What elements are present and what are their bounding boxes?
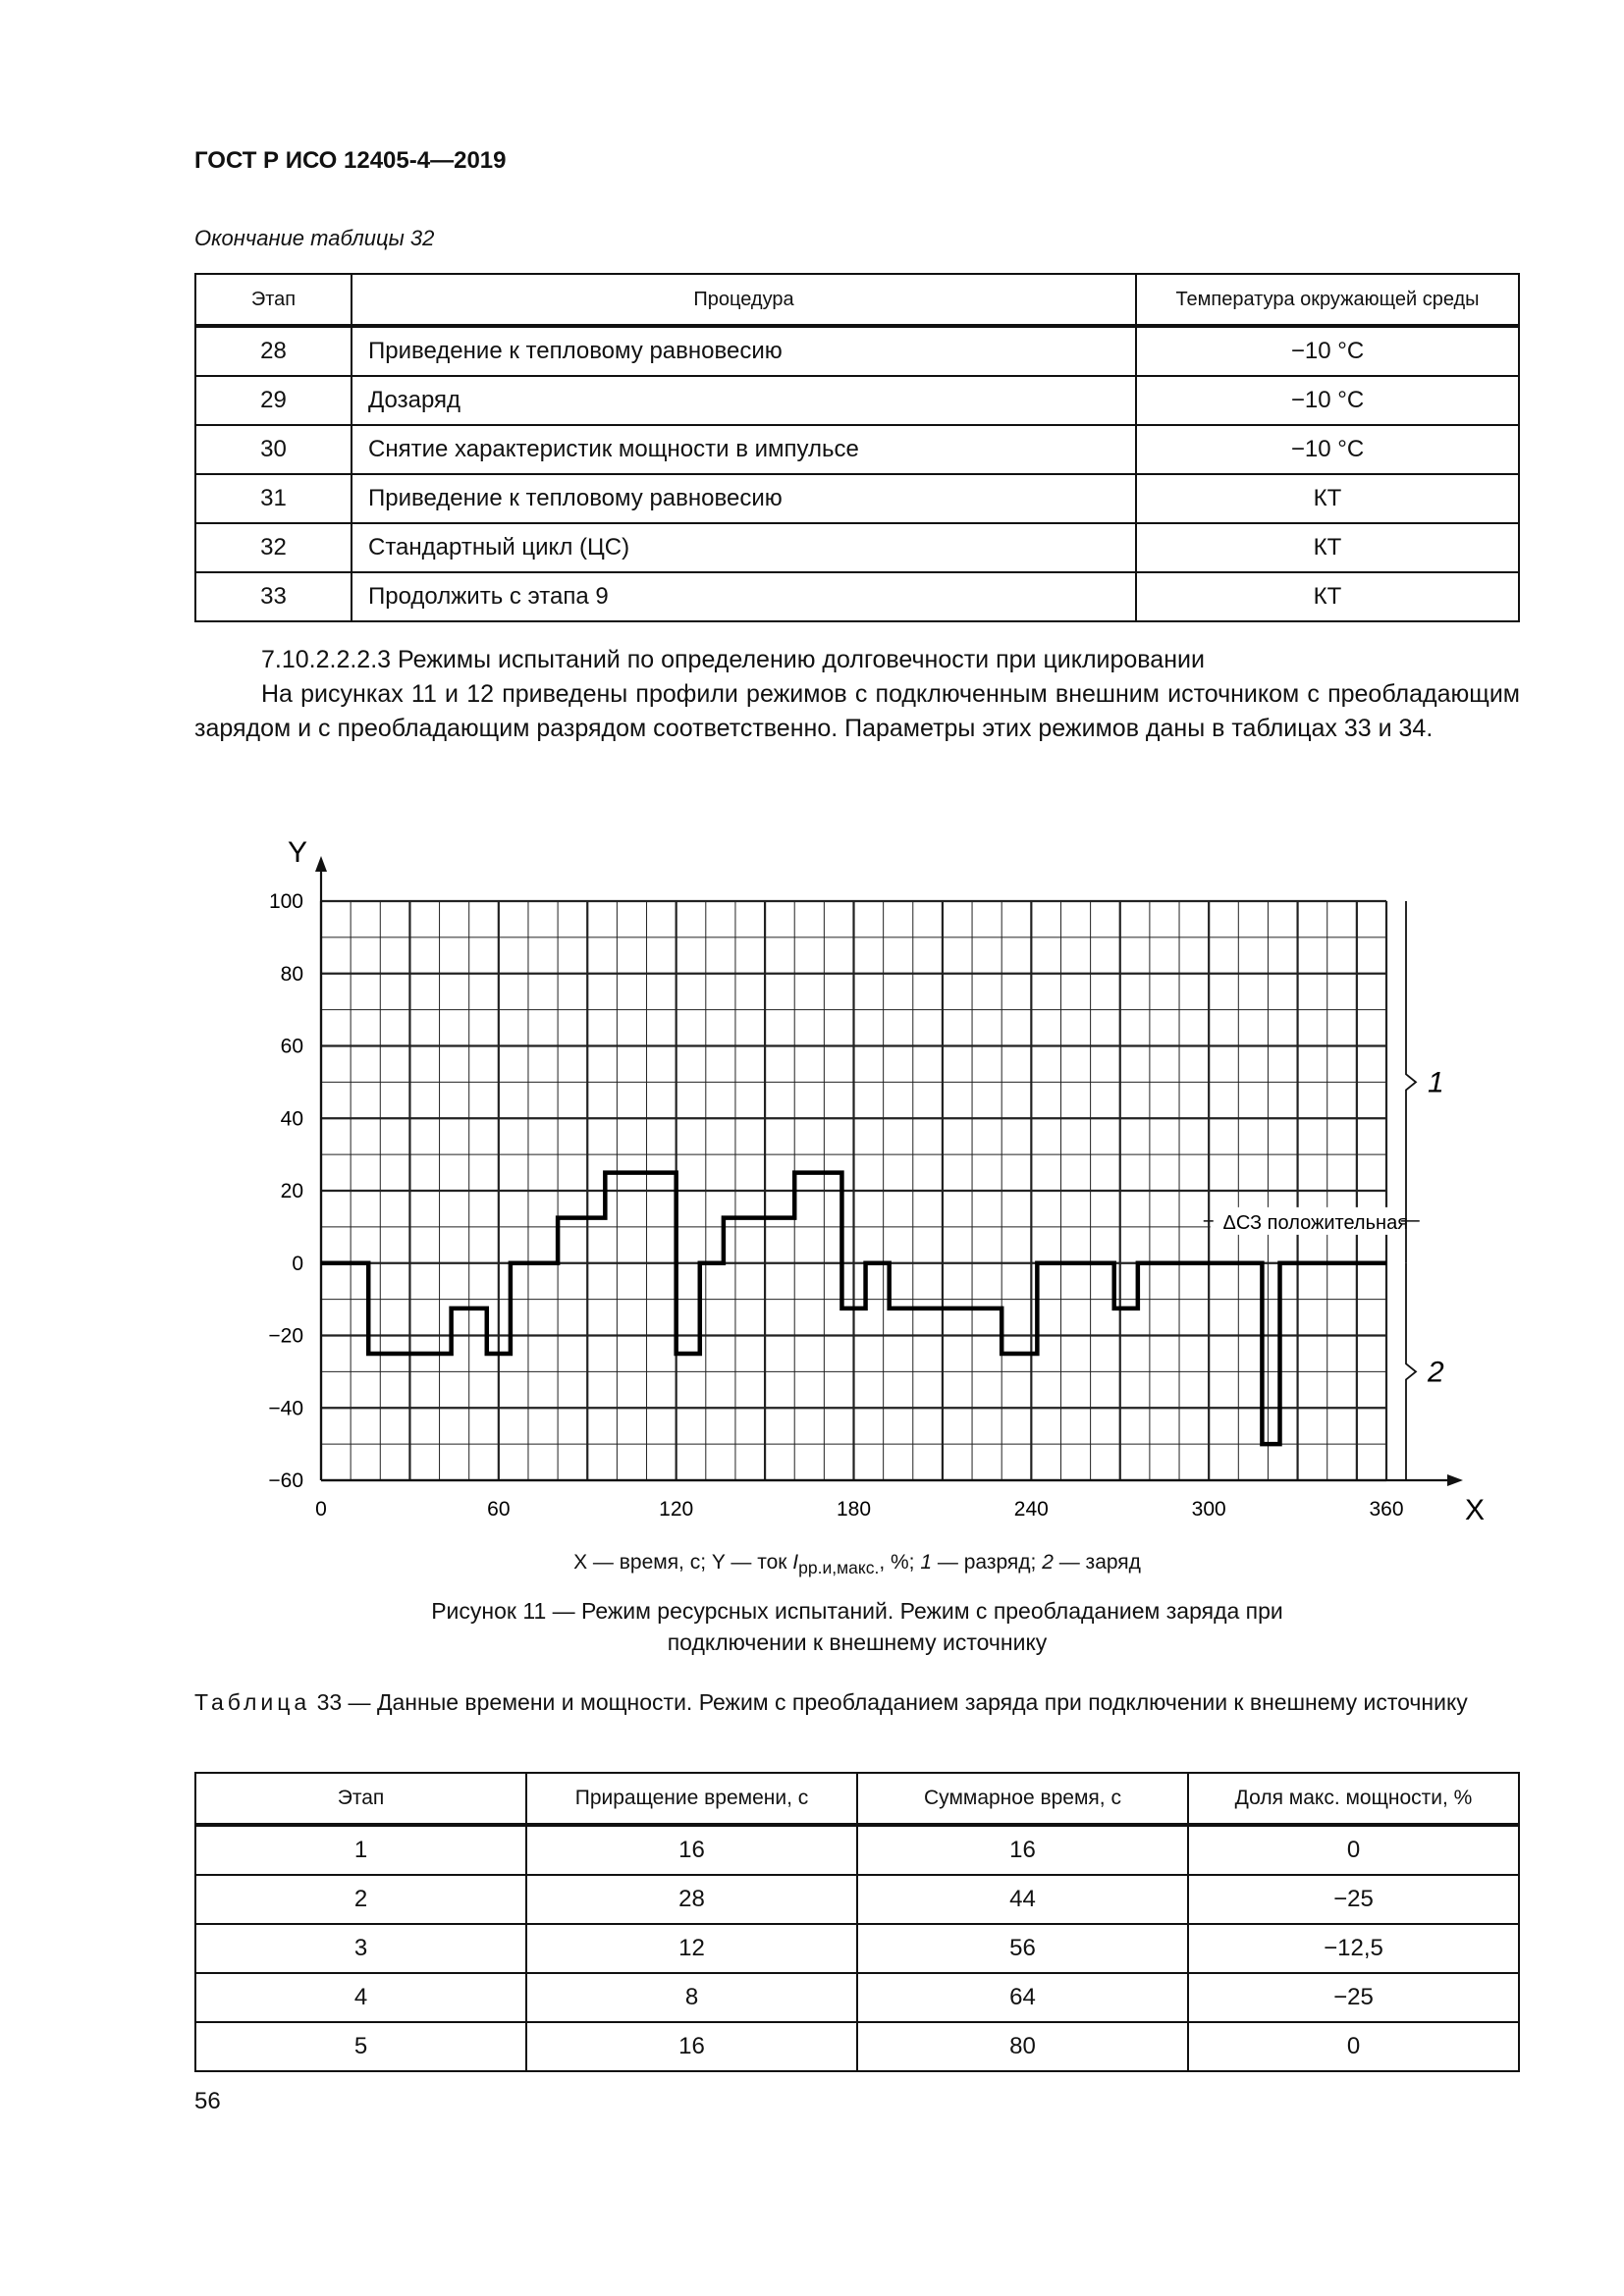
y-tick-label: 0 xyxy=(292,1252,303,1275)
table-row xyxy=(195,523,1519,572)
table-32-caption: Окончание таблицы 32 xyxy=(194,226,435,250)
legend-text-1: — разряд; xyxy=(932,1551,1043,1574)
figure-caption: Рисунок 11 — Режим ресурсных испытаний. Режим с преобладанием заряда при подключении к внешнему источнику xyxy=(431,1598,1283,1655)
table-cell: 16 xyxy=(526,2022,857,2071)
table-row xyxy=(195,572,1519,621)
table-cell: 28 xyxy=(526,1875,857,1924)
table-33-caption xyxy=(194,1686,1520,1718)
table-cell: КТ xyxy=(1136,572,1519,621)
table-cell: 30 xyxy=(195,425,352,474)
y-axis-label: Y xyxy=(288,836,308,869)
table-cell: 56 xyxy=(857,1924,1188,1973)
y-tick-label: 100 xyxy=(268,890,303,913)
table-caption-text: 33 — Данные времени и мощности. Режим с преобладанием заряда при подключении к внешнему источнику xyxy=(310,1689,1468,1715)
column-header: Суммарное время, с xyxy=(857,1773,1188,1825)
table-32 xyxy=(194,273,1520,622)
table-cell: КТ xyxy=(1136,523,1519,572)
x-tick-label: 0 xyxy=(315,1498,327,1521)
bracket-label-2: 2 xyxy=(1428,1356,1444,1389)
table-cell: Снятие характеристик мощности в импульсе xyxy=(352,425,1136,474)
x-tick-label: 180 xyxy=(836,1498,872,1521)
table-cell: 12 xyxy=(526,1924,857,1973)
column-header: Доля макс. мощности, % xyxy=(1188,1773,1519,1825)
table-row xyxy=(195,425,1519,474)
table-cell: Приведение к тепловому равновесию xyxy=(352,326,1136,376)
legend-current-subscript: рр.и,макс. xyxy=(798,1558,880,1578)
y-tick-label: −20 xyxy=(268,1324,303,1348)
table-row xyxy=(195,1825,1519,1875)
table-row xyxy=(195,326,1519,376)
table-33 xyxy=(194,1772,1520,2072)
legend-text-2: — заряд xyxy=(1053,1551,1141,1574)
table-cell: 33 xyxy=(195,572,352,621)
x-tick-label: 300 xyxy=(1191,1498,1226,1521)
column-header: Этап xyxy=(195,1773,526,1825)
y-tick-label: 60 xyxy=(280,1035,303,1058)
page-number: 56 xyxy=(194,2088,221,2114)
table-cell: Дозаряд xyxy=(352,376,1136,425)
table-row xyxy=(195,2022,1519,2071)
chart-axes xyxy=(288,836,1485,1526)
y-tick-label: −40 xyxy=(268,1397,303,1420)
table-cell: 28 xyxy=(195,326,352,376)
y-axis-arrow xyxy=(315,856,327,872)
legend-prefix: X — время, с; Y — ток xyxy=(573,1551,793,1574)
legend-label-2: 2 xyxy=(1042,1551,1054,1574)
legend-label-1: 1 xyxy=(920,1551,933,1574)
table-cell: 2 xyxy=(195,1875,526,1924)
y-tick-label: 40 xyxy=(280,1107,303,1131)
column-header: Процедура xyxy=(352,274,1136,326)
y-tick-label: −60 xyxy=(268,1469,303,1492)
table-cell: Приведение к тепловому равновесию xyxy=(352,474,1136,523)
x-axis-label: X xyxy=(1465,1494,1486,1526)
table-cell: 4 xyxy=(195,1973,526,2022)
x-axis-arrow xyxy=(1447,1474,1463,1486)
bracket-charge xyxy=(1406,1263,1416,1480)
chart-tick-labels xyxy=(268,890,1403,1521)
table-row xyxy=(195,376,1519,425)
table-row xyxy=(195,1875,1519,1924)
bracket-label-1: 1 xyxy=(1428,1066,1444,1099)
table-label: Таблица xyxy=(194,1689,311,1715)
table-cell: −25 xyxy=(1188,1973,1519,2022)
table-cell: 1 xyxy=(195,1825,526,1875)
x-tick-label: 240 xyxy=(1013,1498,1049,1521)
column-header: Этап xyxy=(195,274,352,326)
table-cell: 31 xyxy=(195,474,352,523)
chart-grid xyxy=(321,901,1386,1480)
table-cell: 5 xyxy=(195,2022,526,2071)
table-header-row xyxy=(195,274,1519,326)
table-cell: 29 xyxy=(195,376,352,425)
annotation-dsoc-label: ΔСЗ положительная xyxy=(1222,1211,1409,1234)
table-header-row xyxy=(195,1773,1519,1825)
x-tick-label: 60 xyxy=(487,1498,511,1521)
table-cell: −10 °C xyxy=(1136,376,1519,425)
table-row xyxy=(195,1973,1519,2022)
column-header: Температура окружающей среды xyxy=(1136,274,1519,326)
table-row xyxy=(195,1924,1519,1973)
table-cell: 0 xyxy=(1188,1825,1519,1875)
table-cell: 16 xyxy=(526,1825,857,1875)
table-cell: −10 °C xyxy=(1136,425,1519,474)
document-header: ГОСТ Р ИСО 12405-4—2019 xyxy=(194,147,507,174)
table-cell: −12,5 xyxy=(1188,1924,1519,1973)
table-cell: 16 xyxy=(857,1825,1188,1875)
table-cell: 64 xyxy=(857,1973,1188,2022)
x-tick-label: 360 xyxy=(1369,1498,1404,1521)
y-tick-label: 20 xyxy=(280,1180,303,1202)
table-cell: −25 xyxy=(1188,1875,1519,1924)
column-header: Приращение времени, с xyxy=(526,1773,857,1825)
table-cell: 32 xyxy=(195,523,352,572)
table-row xyxy=(195,474,1519,523)
table-cell: КТ xyxy=(1136,474,1519,523)
table-cell: 0 xyxy=(1188,2022,1519,2071)
table-cell: Продолжить с этапа 9 xyxy=(352,572,1136,621)
table-cell: 8 xyxy=(526,1973,857,2022)
legend-current-symbol: I xyxy=(792,1551,799,1574)
figure-11-chart xyxy=(0,805,1624,1551)
table-cell: 80 xyxy=(857,2022,1188,2071)
table-cell: −10 °C xyxy=(1136,326,1519,376)
y-tick-label: 80 xyxy=(280,962,303,986)
table-cell: Стандартный цикл (ЦС) xyxy=(352,523,1136,572)
x-tick-label: 120 xyxy=(659,1498,694,1521)
legend-middle: , %; xyxy=(879,1551,921,1574)
section-paragraph: На рисунках 11 и 12 приведены профили режимов с подключенным внешним источником с преобладающим зарядом и с преобладающим разрядом соответственно. Параметры этих режимов даны в таблицах 33 и 34. xyxy=(194,680,1520,742)
figure-legend xyxy=(194,1551,1520,1578)
table-cell: 44 xyxy=(857,1875,1188,1924)
section-heading: 7.10.2.2.2.3 Режимы испытаний по определению долговечности при циклировании xyxy=(261,646,1205,673)
table-cell: 3 xyxy=(195,1924,526,1973)
